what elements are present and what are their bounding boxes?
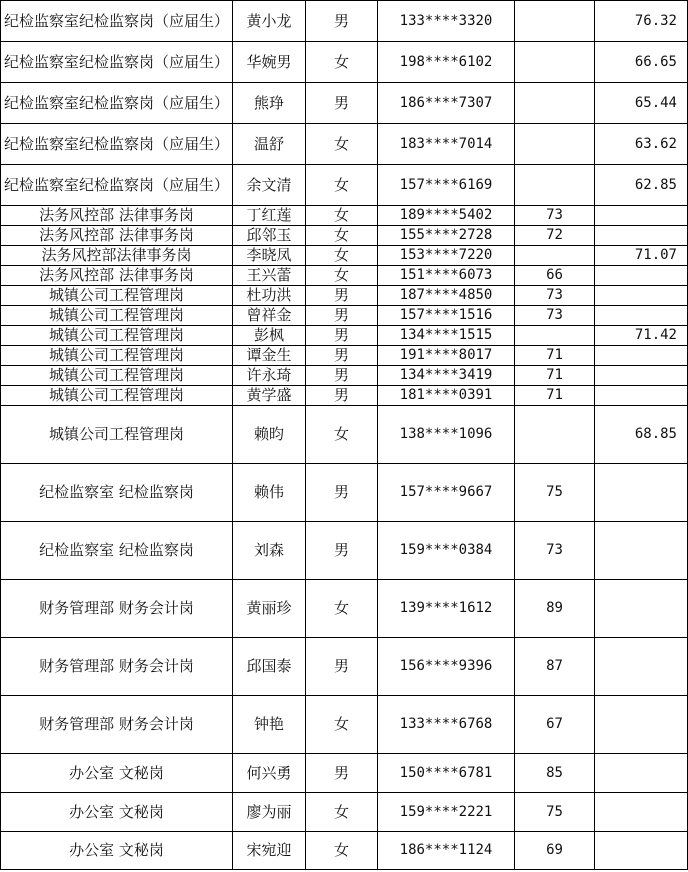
name-cell: 邱国泰 (233, 638, 306, 696)
score2-cell (595, 266, 688, 286)
name-cell: 华婉男 (233, 42, 306, 83)
position-cell: 纪检监察室纪检监察岗（应届生） (1, 42, 233, 83)
phone-cell: 156****9396 (378, 638, 515, 696)
position-cell: 城镇公司工程管理岗 (1, 306, 233, 326)
score2-cell (595, 638, 688, 696)
name-cell: 彭枫 (233, 326, 306, 346)
gender-cell: 男 (306, 286, 378, 306)
position-cell: 办公室 文秘岗 (1, 793, 233, 832)
score1-cell (515, 42, 595, 83)
score1-cell: 69 (515, 832, 595, 870)
name-cell: 曾祥金 (233, 306, 306, 326)
score2-cell (595, 386, 688, 406)
phone-cell: 133****3320 (378, 1, 515, 42)
name-cell: 黄小龙 (233, 1, 306, 42)
name-cell: 黄学盛 (233, 386, 306, 406)
gender-cell: 女 (306, 793, 378, 832)
gender-cell: 女 (306, 580, 378, 638)
position-cell: 城镇公司工程管理岗 (1, 326, 233, 346)
position-cell: 办公室 文秘岗 (1, 832, 233, 870)
phone-cell: 155****2728 (378, 226, 515, 246)
name-cell: 谭金生 (233, 346, 306, 366)
phone-cell: 189****5402 (378, 206, 515, 226)
name-cell: 王兴蕾 (233, 266, 306, 286)
score2-cell: 63.62 (595, 124, 688, 165)
gender-cell: 女 (306, 246, 378, 266)
score2-cell (595, 580, 688, 638)
phone-cell: 134****3419 (378, 366, 515, 386)
gender-cell: 男 (306, 306, 378, 326)
phone-cell: 153****7220 (378, 246, 515, 266)
table-row (1, 326, 688, 346)
phone-cell: 187****4850 (378, 286, 515, 306)
phone-cell: 159****2221 (378, 793, 515, 832)
position-cell: 法务风控部 法律事务岗 (1, 226, 233, 246)
phone-cell: 138****1096 (378, 406, 515, 464)
score2-cell (595, 754, 688, 793)
position-cell: 法务风控部法律事务岗 (1, 246, 233, 266)
position-cell: 纪检监察室纪检监察岗（应届生） (1, 124, 233, 165)
phone-cell: 133****6768 (378, 696, 515, 754)
score1-cell: 73 (515, 522, 595, 580)
score2-cell: 68.85 (595, 406, 688, 464)
position-cell: 财务管理部 财务会计岗 (1, 696, 233, 754)
gender-cell: 女 (306, 696, 378, 754)
score2-cell: 76.32 (595, 1, 688, 42)
score2-cell: 62.85 (595, 165, 688, 206)
name-cell: 宋宛迎 (233, 832, 306, 870)
gender-cell: 男 (306, 366, 378, 386)
phone-cell: 150****6781 (378, 754, 515, 793)
score2-cell (595, 696, 688, 754)
score1-cell: 73 (515, 286, 595, 306)
gender-cell: 女 (306, 165, 378, 206)
position-cell: 财务管理部 财务会计岗 (1, 580, 233, 638)
phone-cell: 183****7014 (378, 124, 515, 165)
table-row (1, 306, 688, 326)
score1-cell: 89 (515, 580, 595, 638)
position-cell: 纪检监察室纪检监察岗（应届生） (1, 83, 233, 124)
name-cell: 刘森 (233, 522, 306, 580)
table-row (1, 793, 688, 832)
score2-cell: 65.44 (595, 83, 688, 124)
score1-cell: 75 (515, 464, 595, 522)
table-row (1, 580, 688, 638)
score1-cell (515, 165, 595, 206)
score1-cell: 67 (515, 696, 595, 754)
score1-cell: 72 (515, 226, 595, 246)
name-cell: 许永琦 (233, 366, 306, 386)
phone-cell: 157****9667 (378, 464, 515, 522)
table-row (1, 83, 688, 124)
name-cell: 温舒 (233, 124, 306, 165)
name-cell: 丁红莲 (233, 206, 306, 226)
table-row (1, 406, 688, 464)
gender-cell: 女 (306, 42, 378, 83)
table-row (1, 386, 688, 406)
name-cell: 余文清 (233, 165, 306, 206)
score1-cell: 75 (515, 793, 595, 832)
score2-cell (595, 366, 688, 386)
position-cell: 城镇公司工程管理岗 (1, 386, 233, 406)
score1-cell: 73 (515, 306, 595, 326)
phone-cell: 159****0384 (378, 522, 515, 580)
gender-cell: 女 (306, 226, 378, 246)
score1-cell (515, 246, 595, 266)
gender-cell: 男 (306, 346, 378, 366)
score2-cell: 71.42 (595, 326, 688, 346)
table-row (1, 638, 688, 696)
name-cell: 邱邻玉 (233, 226, 306, 246)
score1-cell (515, 1, 595, 42)
gender-cell: 男 (306, 83, 378, 124)
phone-cell: 181****0391 (378, 386, 515, 406)
gender-cell: 男 (306, 386, 378, 406)
position-cell: 纪检监察室纪检监察岗（应届生） (1, 1, 233, 42)
name-cell: 廖为丽 (233, 793, 306, 832)
results-table-body (1, 1, 688, 870)
score2-cell (595, 464, 688, 522)
table-row (1, 206, 688, 226)
score2-cell (595, 346, 688, 366)
position-cell: 城镇公司工程管理岗 (1, 406, 233, 464)
score2-cell (595, 286, 688, 306)
gender-cell: 男 (306, 326, 378, 346)
phone-cell: 134****1515 (378, 326, 515, 346)
score2-cell (595, 226, 688, 246)
position-cell: 城镇公司工程管理岗 (1, 346, 233, 366)
gender-cell: 男 (306, 1, 378, 42)
position-cell: 办公室 文秘岗 (1, 754, 233, 793)
gender-cell: 女 (306, 266, 378, 286)
table-row (1, 226, 688, 246)
score1-cell (515, 124, 595, 165)
table-row (1, 522, 688, 580)
table-row (1, 754, 688, 793)
table-row (1, 346, 688, 366)
score1-cell: 87 (515, 638, 595, 696)
table-row (1, 286, 688, 306)
table-row (1, 124, 688, 165)
score1-cell: 71 (515, 366, 595, 386)
gender-cell: 女 (306, 206, 378, 226)
score2-cell: 66.65 (595, 42, 688, 83)
gender-cell: 男 (306, 522, 378, 580)
name-cell: 杜功洪 (233, 286, 306, 306)
score2-cell (595, 206, 688, 226)
name-cell: 钟艳 (233, 696, 306, 754)
name-cell: 李晓凤 (233, 246, 306, 266)
position-cell: 纪检监察室 纪检监察岗 (1, 522, 233, 580)
table-row (1, 464, 688, 522)
table-row (1, 832, 688, 870)
table-row (1, 366, 688, 386)
gender-cell: 女 (306, 406, 378, 464)
position-cell: 财务管理部 财务会计岗 (1, 638, 233, 696)
table-row (1, 246, 688, 266)
position-cell: 城镇公司工程管理岗 (1, 366, 233, 386)
score1-cell: 66 (515, 266, 595, 286)
name-cell: 赖伟 (233, 464, 306, 522)
table-row (1, 266, 688, 286)
phone-cell: 139****1612 (378, 580, 515, 638)
table-row (1, 42, 688, 83)
score2-cell: 71.07 (595, 246, 688, 266)
table-row (1, 165, 688, 206)
gender-cell: 女 (306, 124, 378, 165)
name-cell: 何兴勇 (233, 754, 306, 793)
table-row (1, 696, 688, 754)
name-cell: 熊琤 (233, 83, 306, 124)
phone-cell: 186****7307 (378, 83, 515, 124)
position-cell: 法务风控部 法律事务岗 (1, 266, 233, 286)
position-cell: 纪检监察室 纪检监察岗 (1, 464, 233, 522)
score1-cell: 71 (515, 346, 595, 366)
gender-cell: 男 (306, 464, 378, 522)
phone-cell: 157****1516 (378, 306, 515, 326)
position-cell: 城镇公司工程管理岗 (1, 286, 233, 306)
score2-cell (595, 522, 688, 580)
score1-cell: 85 (515, 754, 595, 793)
gender-cell: 男 (306, 754, 378, 793)
name-cell: 赖昀 (233, 406, 306, 464)
phone-cell: 151****6073 (378, 266, 515, 286)
phone-cell: 191****8017 (378, 346, 515, 366)
name-cell: 黄丽珍 (233, 580, 306, 638)
score2-cell (595, 306, 688, 326)
table-row (1, 1, 688, 42)
phone-cell: 157****6169 (378, 165, 515, 206)
score1-cell: 73 (515, 206, 595, 226)
position-cell: 法务风控部 法律事务岗 (1, 206, 233, 226)
score1-cell (515, 326, 595, 346)
score1-cell: 71 (515, 386, 595, 406)
phone-cell: 198****6102 (378, 42, 515, 83)
phone-cell: 186****1124 (378, 832, 515, 870)
score2-cell (595, 793, 688, 832)
score2-cell (595, 832, 688, 870)
gender-cell: 男 (306, 638, 378, 696)
score1-cell (515, 406, 595, 464)
gender-cell: 女 (306, 832, 378, 870)
score1-cell (515, 83, 595, 124)
position-cell: 纪检监察室纪检监察岗（应届生） (1, 165, 233, 206)
